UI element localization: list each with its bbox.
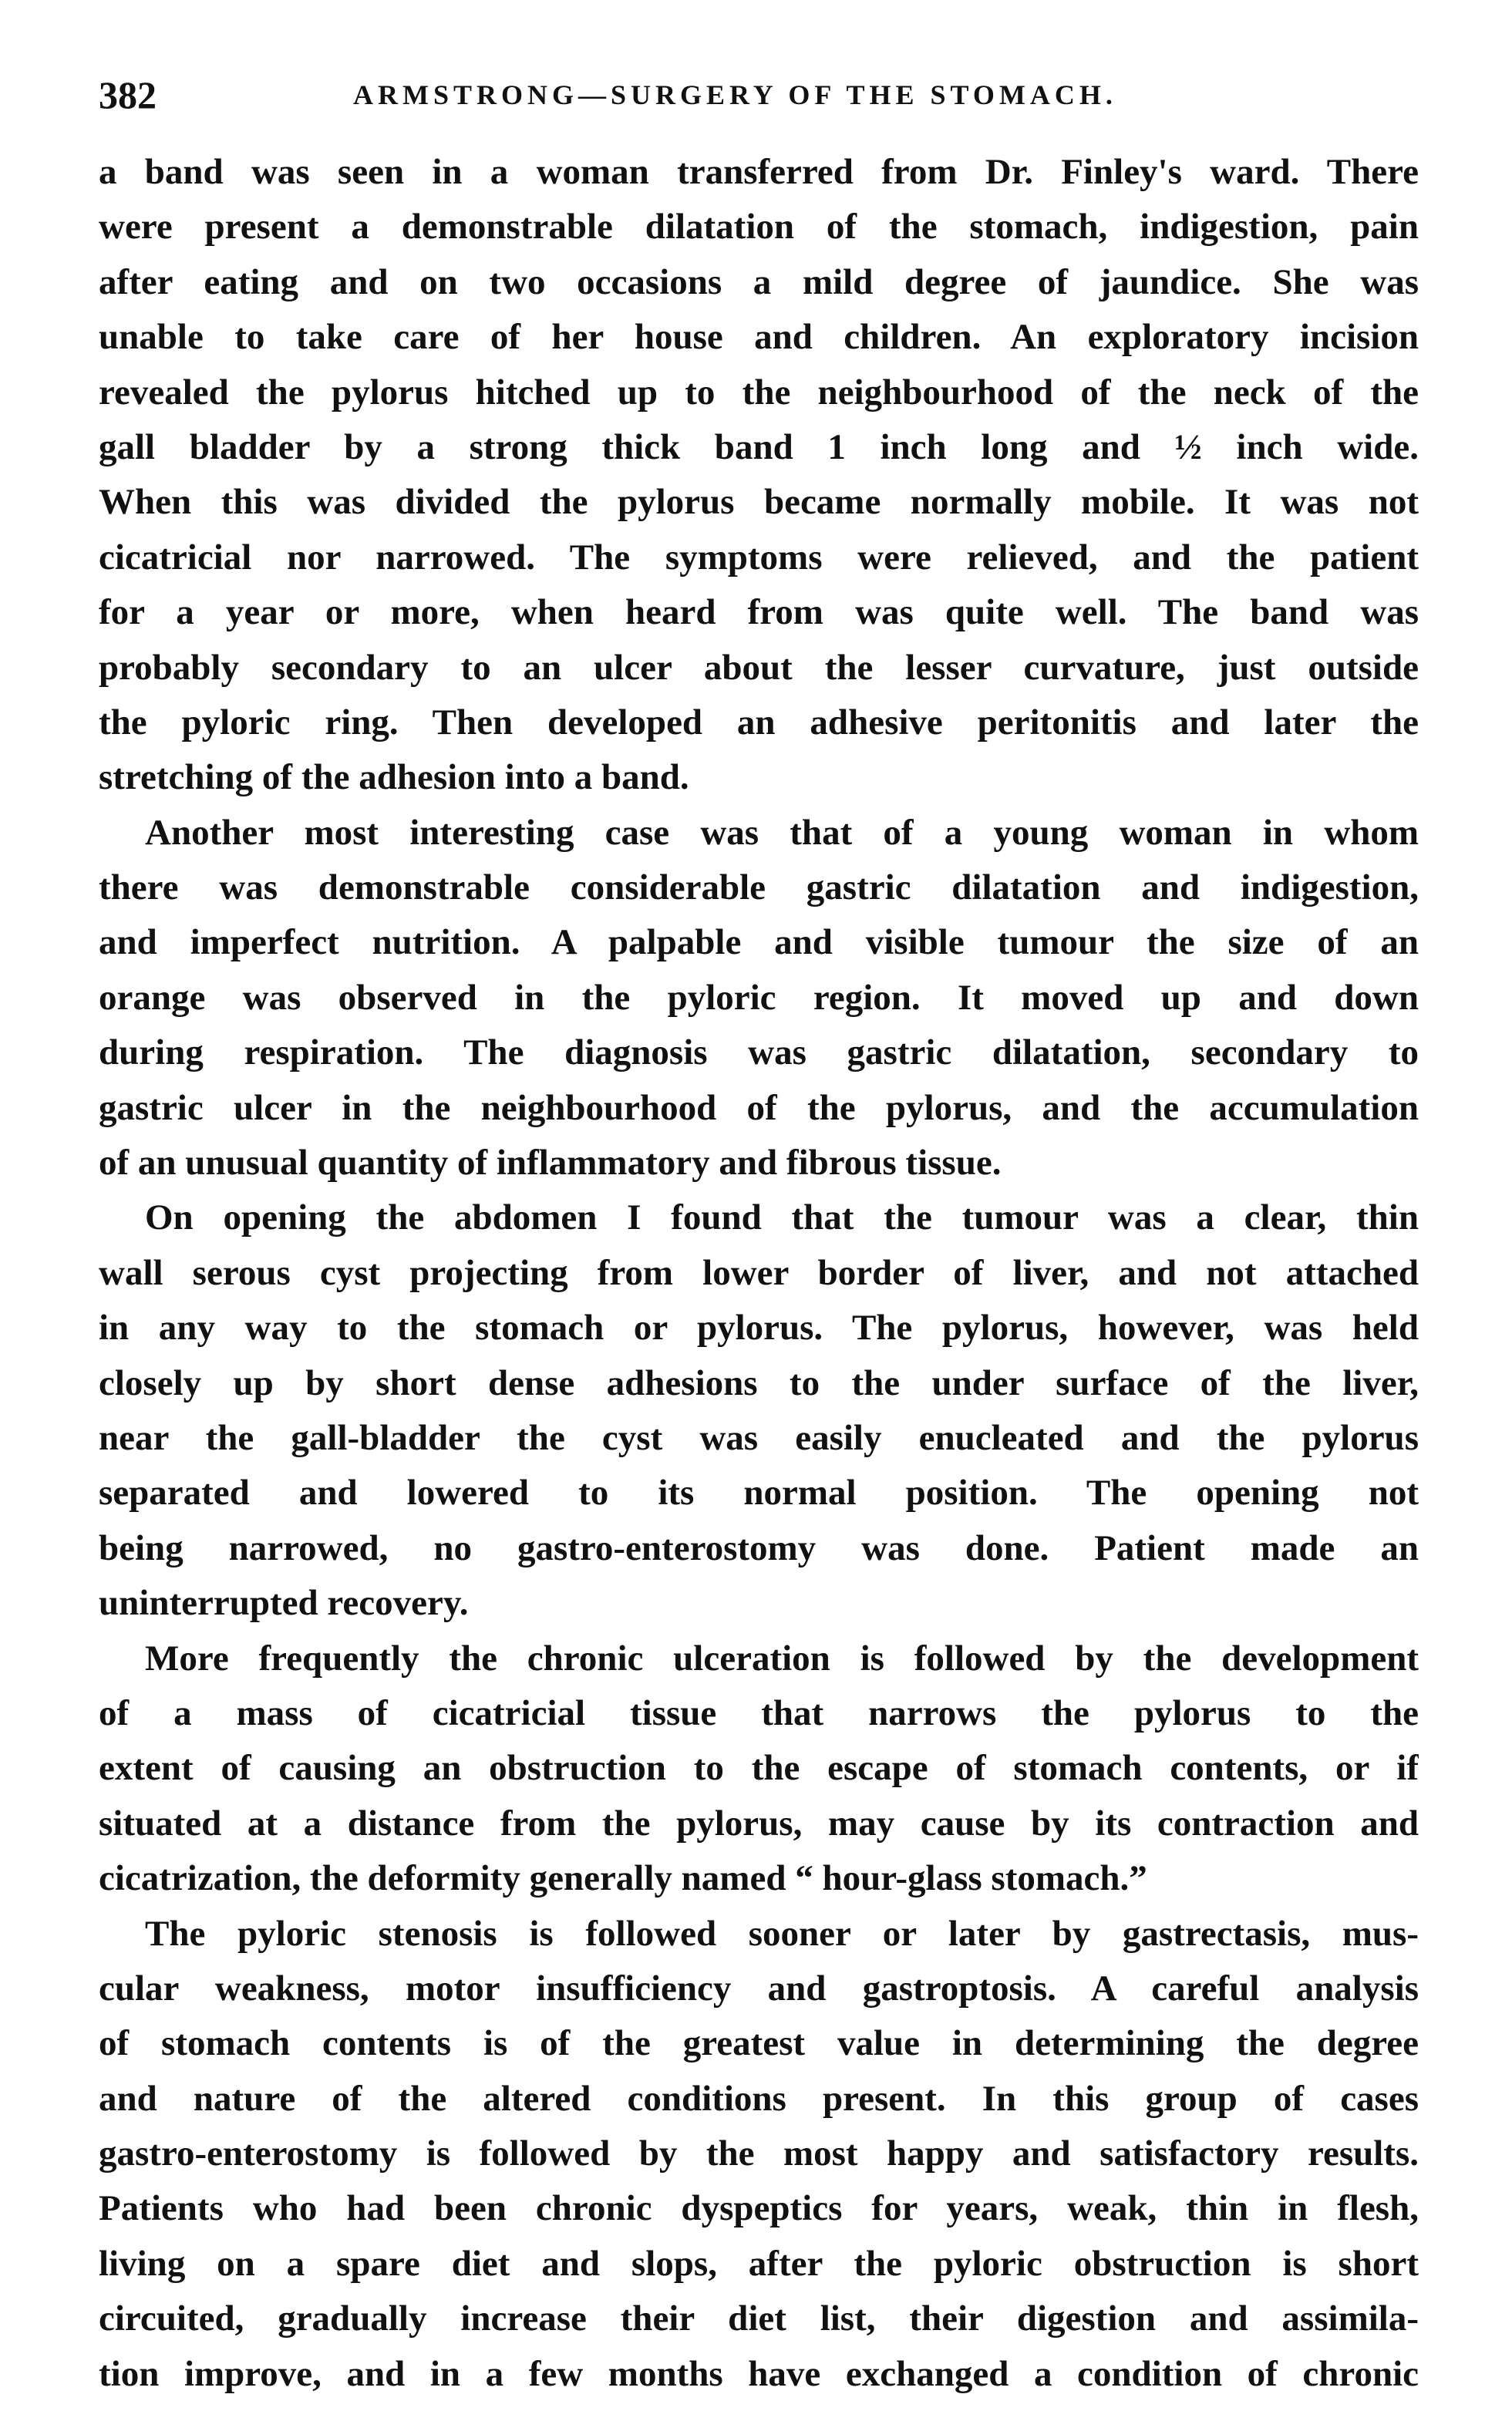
paragraph-pyloric-stenosis	[99, 1907, 1419, 2403]
running-title: ARMSTRONG—SURGERY OF THE STOMACH.	[353, 79, 1117, 110]
text-line: being narrowed, no gastro-enterostomy was done. Patient made an	[99, 1527, 1419, 1568]
text-line: near the gall-bladder the cyst was easily enucleated and the pylorus	[99, 1417, 1419, 1458]
text-line: probably secondary to an ulcer about the lesser curvature, just outside	[99, 647, 1419, 688]
text-line: there was demonstrable considerable gastric dilatation and indigestion,	[99, 867, 1419, 908]
text-line: extent of causing an obstruction to the escape of stomach contents, or if	[99, 1748, 1419, 1789]
text-line: cicatrization, the deformity generally named “ hour-glass stomach.”	[99, 1858, 1147, 1899]
text-line: tion improve, and in a few months have exchanged a condition of chronic	[99, 2353, 1419, 2394]
text-line: were present a demonstrable dilatation of the stomach, indigestion, pain	[99, 207, 1419, 247]
text-line: separated and lowered to its normal position. The opening not	[99, 1473, 1419, 1514]
text-line: orange was observed in the pyloric region. It moved up and down	[99, 977, 1419, 1018]
paragraph-hour-glass	[99, 1631, 1419, 1907]
text-line: during respiration. The diagnosis was gastric dilatation, secondary to	[99, 1032, 1419, 1073]
text-line: More frequently the chronic ulceration is followed by the development	[145, 1638, 1419, 1679]
body-text	[99, 145, 1419, 2402]
text-line: revealed the pylorus hitched up to the neighbourhood of the neck of the	[99, 372, 1419, 412]
text-line: wall serous cyst projecting from lower border of liver, and not attached	[99, 1252, 1419, 1293]
text-line: of an unusual quantity of inflammatory and fibrous tissue.	[99, 1143, 1002, 1184]
text-line: Another most interesting case was that of a young woman in whom	[145, 812, 1419, 853]
text-line: the pyloric ring. Then developed an adhesive peritonitis and later the	[99, 702, 1419, 742]
paragraph-cyst-case	[99, 806, 1419, 1191]
text-line: uninterrupted recovery.	[99, 1583, 469, 1624]
running-head	[99, 68, 1419, 122]
text-line: closely up by short dense adhesions to the under surface of the liver,	[99, 1362, 1419, 1403]
text-line: Patients who had been chronic dyspeptics for years, weak, thin in flesh,	[99, 2188, 1419, 2229]
text-line: unable to take care of her house and children. An exploratory incision	[99, 317, 1419, 358]
paragraph-band-case	[99, 145, 1419, 806]
text-line: and imperfect nutrition. A palpable and visible tumour the size of an	[99, 922, 1419, 963]
paragraph-operation	[99, 1190, 1419, 1631]
text-line: cular weakness, motor insufficiency and gastroptosis. A careful analysis	[99, 1968, 1419, 2009]
text-line: gastro-enterostomy is followed by the most happy and satisfactory results.	[99, 2133, 1419, 2174]
text-line: situated at a distance from the pylorus, may cause by its contraction and	[99, 1803, 1419, 1844]
text-line: gall bladder by a strong thick band 1 inch long and ½ inch wide.	[99, 426, 1419, 467]
text-line: of a mass of cicatricial tissue that narrows the pylorus to the	[99, 1692, 1419, 1733]
text-line: in any way to the stomach or pylorus. The pylorus, however, was held	[99, 1308, 1419, 1349]
text-line: When this was divided the pylorus became normally mobile. It was not	[99, 482, 1419, 523]
text-line: The pyloric stenosis is followed sooner or later by gastrectasis, mus-	[145, 1913, 1419, 1954]
text-line: after eating and on two occasions a mild degree of jaundice. She was	[99, 261, 1419, 302]
text-line: a band was seen in a woman transferred from Dr. Finley's ward. There	[99, 152, 1419, 192]
text-line: gastric ulcer in the neighbourhood of the pylorus, and the accumulation	[99, 1087, 1419, 1128]
text-line: stretching of the adhesion into a band.	[99, 757, 689, 798]
text-line: of stomach contents is of the greatest value in determining the degree	[99, 2023, 1419, 2064]
text-line: circuited, gradually increase their diet list, their digestion and assimila-	[99, 2298, 1419, 2339]
text-line: for a year or more, when heard from was quite well. The band was	[99, 592, 1419, 633]
text-line: On opening the abdomen I found that the tumour was a clear, thin	[145, 1197, 1419, 1238]
text-line: and nature of the altered conditions present. In this group of cases	[99, 2078, 1419, 2119]
text-line: cicatricial nor narrowed. The symptoms were relieved, and the patient	[99, 537, 1419, 577]
page-number: 382	[99, 73, 157, 116]
text-line: living on a spare diet and slops, after the pyloric obstruction is short	[99, 2243, 1419, 2284]
